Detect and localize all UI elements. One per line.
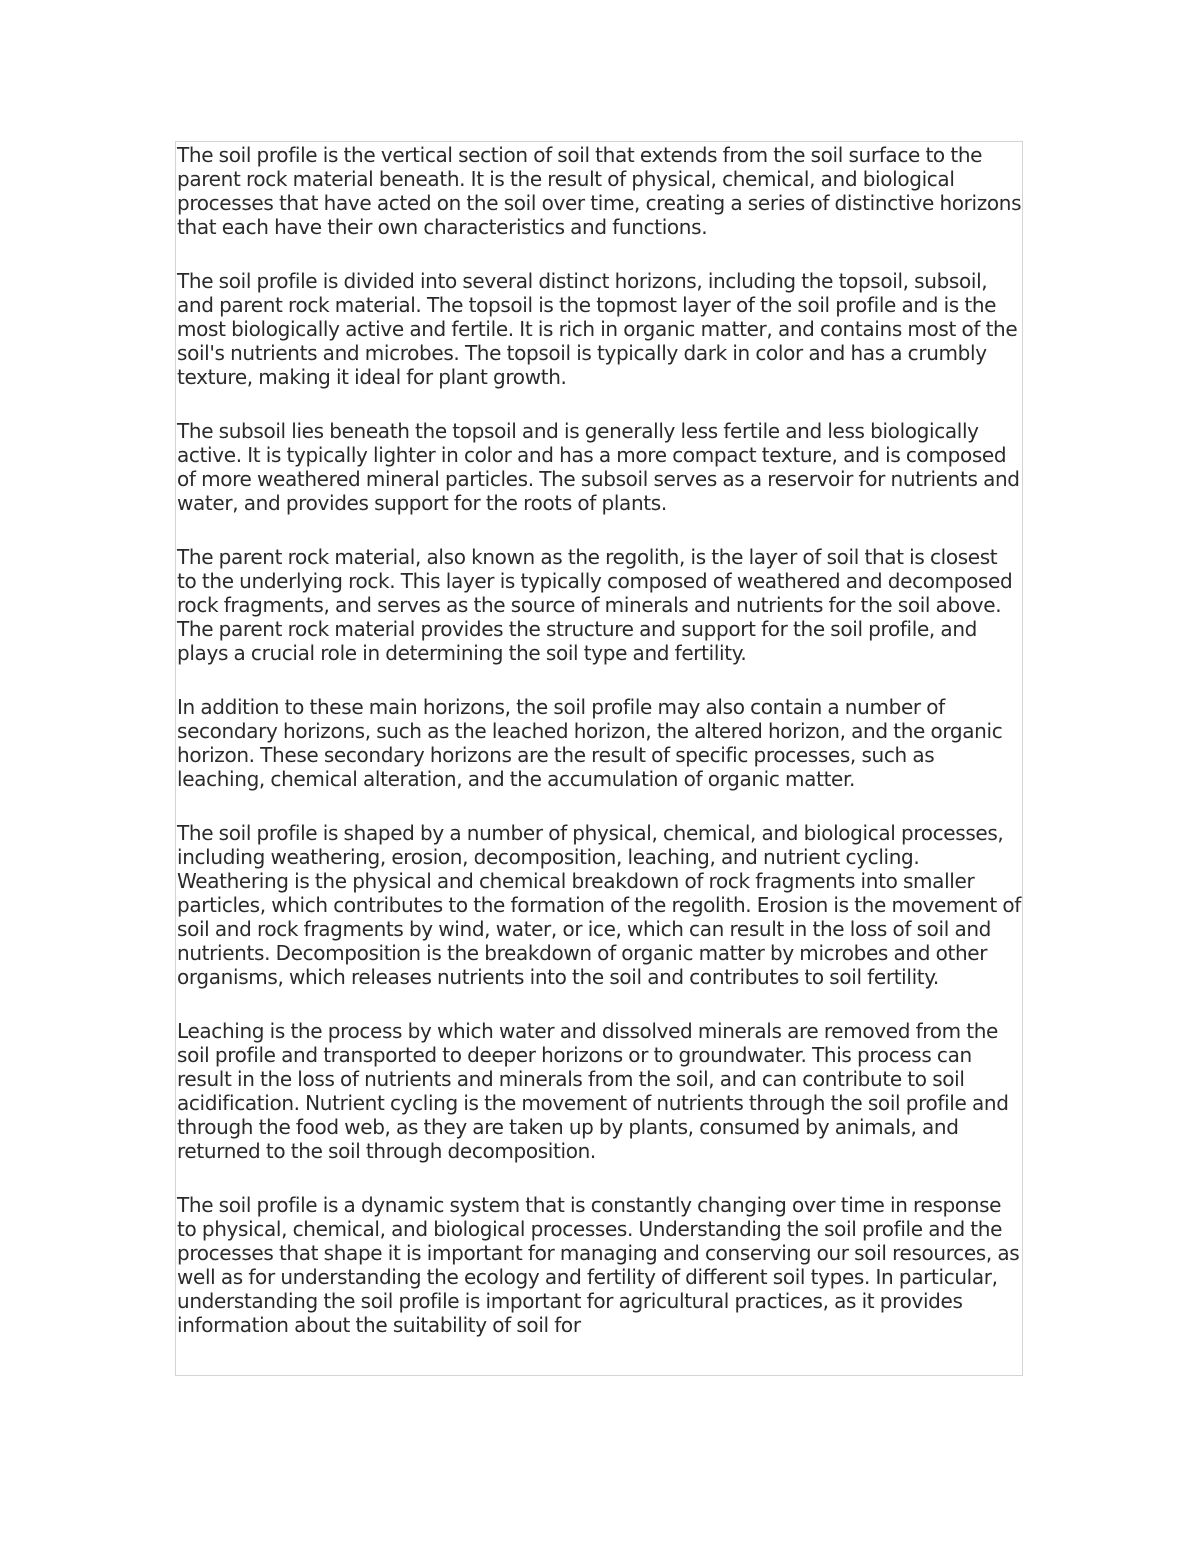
paragraph-2: The soil profile is divided into several distinct horizons, including the topsoil, subsoil, and parent rock material. The topsoil is the topmost layer of the soil profile and is the most biologically active and fertile. It is rich in organic matter, and contains most of the soil's nutrients and microbes. The topsoil is typically dark in color and has a crumbly texture, making it ideal for plant growth. [177,269,1018,389]
paragraph-5: In addition to these main horizons, the soil profile may also contain a number of secondary horizons, such as the leached horizon, the altered horizon, and the organic horizon. These secondary horizons are the result of specific processes, such as leaching, chemical alteration, and the accumulation of organic matter. [177,695,1003,791]
text-frame [175,141,1023,1376]
paragraph-1: The soil profile is the vertical section of soil that extends from the soil surface to the parent rock material beneath. It is the result of physical, chemical, and biological processes that have acted on the soil over time, creating a series of distinctive horizons that each have their own characteristics and functions. [177,143,1022,239]
paragraph-3: The subsoil lies beneath the topsoil and is generally less fertile and less biologically active. It is typically lighter in color and has a more compact texture, and is composed of more weathered mineral particles. The subsoil serves as a reservoir for nutrients and water, and provides support for the roots of plants. [177,419,1020,515]
paragraph-7: Leaching is the process by which water and dissolved minerals are removed from the soil profile and transported to deeper horizons or to groundwater. This process can result in the loss of nutrients and minerals from the soil, and can contribute to soil acidification. Nutrient cycling is the movement of nutrients through the soil profile and through the food web, as they are taken up by plants, consumed by animals, and returned to the soil through decomposition. [177,1019,1009,1163]
paragraph-4: The parent rock material, also known as the regolith, is the layer of soil that is closest to the underlying rock. This layer is typically composed of weathered and decomposed rock fragments, and serves as the source of minerals and nutrients for the soil above. The parent rock material provides the structure and support for the soil profile, and plays a crucial role in determining the soil type and fertility. [177,545,1013,665]
paragraph-6: The soil profile is shaped by a number of physical, chemical, and biological processes, including weathering, erosion, decomposition, leaching, and nutrient cycling. Weathering is the physical and chemical breakdown of rock fragments into smaller particles, which contributes to the formation of the regolith. Erosion is the movement of soil and rock fragments by wind, water, or ice, which can result in the loss of soil and nutrients. Decomposition is the breakdown of organic matter by microbes and other organisms, which releases nutrients into the soil and contributes to soil fertility. [177,821,1021,989]
paragraph-8: The soil profile is a dynamic system that is constantly changing over time in response to physical, chemical, and biological processes. Understanding the soil profile and the processes that shape it is important for managing and conserving our soil resources, as well as for understanding the ecology and fertility of different soil types. In particular, understanding the soil profile is important for agricultural practices, as it provides information about the suitability of soil for [177,1193,1020,1337]
